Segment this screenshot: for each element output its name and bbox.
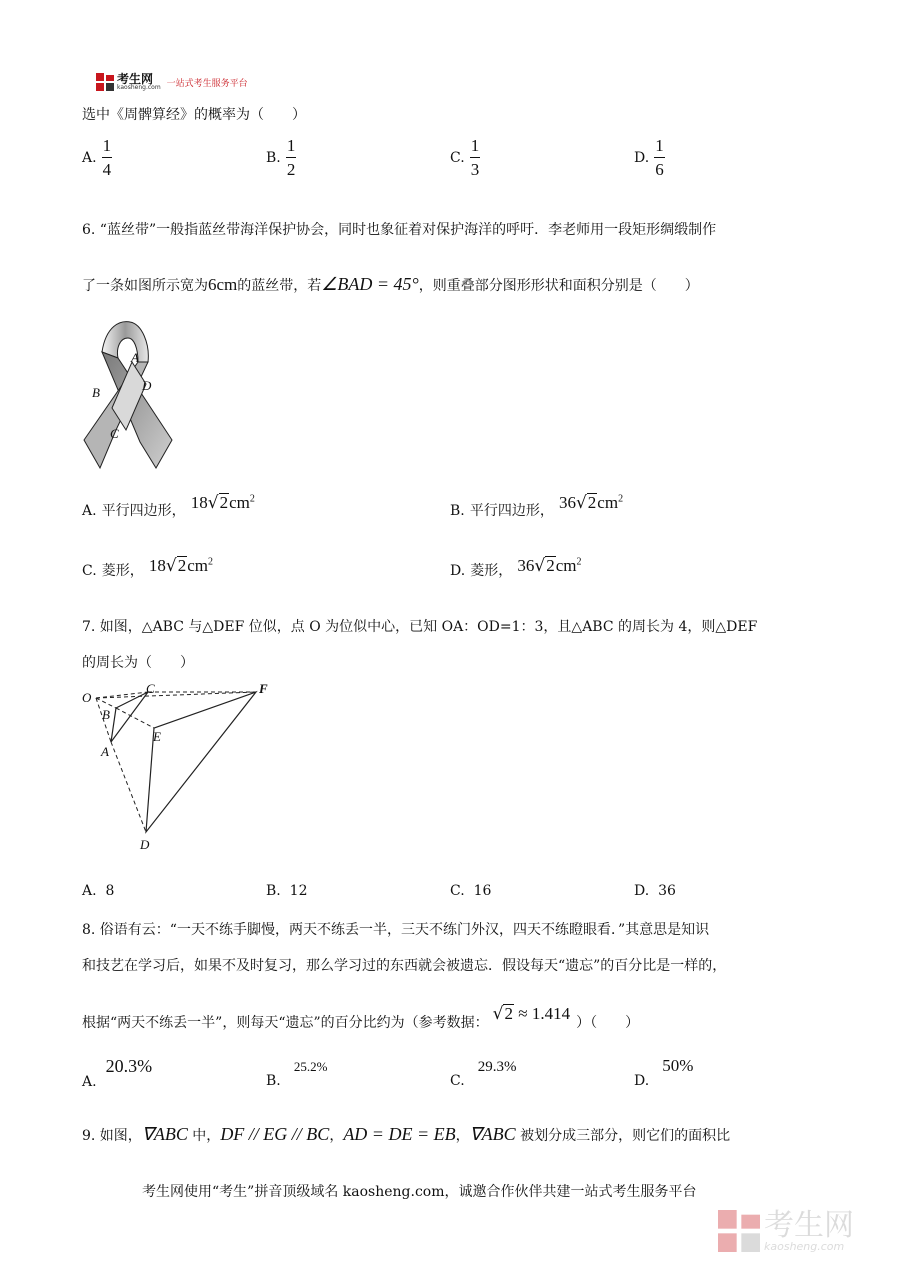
q8-line3: 根据“两天不练丢一半”，则每天“遗忘”的百分比约为（参考数据： √2 ≈ 1.414 ）（ ） bbox=[82, 1004, 640, 1031]
ribbon-label-b: B bbox=[92, 385, 100, 400]
ribbon-label-c: C bbox=[110, 426, 119, 441]
fig7-label-d: D bbox=[140, 837, 150, 852]
q6-angle: ∠BAD = 45° bbox=[321, 274, 419, 294]
fig7-label-e: E bbox=[153, 729, 161, 744]
footer-text: 考生网使用“考生”拼音顶级域名 kaosheng.com，诚邀合作伙伴共建一站式考生服务平台 bbox=[142, 1184, 697, 1200]
kaosheng-logo-icon bbox=[96, 73, 114, 91]
q8-option-b: B. 25.2% bbox=[266, 1059, 328, 1089]
fig7-label-f: F bbox=[259, 681, 268, 696]
q6-option-a: A. 平行四边形， $18√2cm^2$ bbox=[82, 493, 255, 519]
q5-option-d: D. $\frac{1}{6}$ bbox=[634, 136, 664, 179]
watermark-text: 考生网 bbox=[764, 1207, 854, 1243]
q8-option-d: D. 50% bbox=[634, 1056, 694, 1089]
header-logo bbox=[96, 73, 248, 91]
q7-line2: 的周长为（ ） bbox=[82, 655, 194, 671]
q6-option-b: B. 平行四边形， $36√2cm^2$ bbox=[450, 493, 624, 519]
q7-line1: 7. 如图，△ABC 与△DEF 位似，点 O 为位似中心，已知 OA：OD=1：3，且△ABC 的周长为 4，则△DEF bbox=[82, 619, 758, 635]
header-slogan: 一站式考生服务平台 bbox=[166, 78, 248, 89]
ribbon-label-a: A bbox=[131, 350, 139, 365]
ribbon-label-d: D bbox=[142, 378, 152, 393]
logo-text: 考生网 bbox=[117, 72, 154, 86]
watermark-logo-icon bbox=[718, 1210, 760, 1252]
q6-line1: 6. “蓝丝带”一般指蓝丝带海洋保护协会，同时也象征着对保护海洋的呼吁．李老师用一段矩形绸缎制作 bbox=[82, 222, 717, 238]
q8-line2: 和技艺在学习后，如果不及时复习，那么学习过的东西就会被遗忘．假设每天“遗忘”的百分比是一样的， bbox=[82, 958, 727, 974]
logo-domain: kaosheng.com bbox=[117, 84, 161, 91]
fig7-label-a: A bbox=[101, 744, 109, 759]
q5-option-a: A. $\frac{1}{4}$ bbox=[82, 136, 112, 179]
q8-option-c: C. 29.3% bbox=[450, 1059, 517, 1089]
fig7-label-o: O bbox=[82, 690, 92, 705]
q8-line1: 8. 俗语有云：“一天不练手脚慢，两天不练丢一半，三天不练门外汉，四天不练瞪眼看．”其意思是知识 bbox=[82, 922, 710, 938]
q9-line1: 9. 如图，∇ABC 中，DF // EG // BC，AD = DE = EB，∇ABC 被划分成三部分，则它们的面积比 bbox=[82, 1124, 731, 1144]
q5-option-b: B. $\frac{1}{2}$ bbox=[266, 136, 296, 179]
q6-option-d: D. 菱形， $36√2cm^2$ bbox=[450, 556, 582, 579]
homothety-figure bbox=[80, 682, 270, 838]
q7-option-b: B. 12 bbox=[266, 883, 308, 899]
watermark bbox=[718, 1207, 854, 1253]
q7-option-c: C. 16 bbox=[450, 883, 492, 899]
q6-line2: 了一条如图所示宽为6cm的蓝丝带，若∠BAD = 45°，则重叠部分图形形状和面积分别是（ ） bbox=[82, 274, 699, 294]
watermark-domain: kaosheng.com bbox=[764, 1239, 845, 1253]
q8-option-a: A. 20.3% bbox=[82, 1056, 153, 1090]
fig7-label-c: C bbox=[146, 681, 155, 696]
q5-text: 选中《周髀算经》的概率为（ ） bbox=[82, 107, 306, 123]
q6-option-c: C. 菱形， $18√2cm^2$ bbox=[82, 556, 213, 579]
fig7-label-b: B bbox=[102, 707, 110, 722]
q7-option-a: A. 8 bbox=[82, 883, 115, 899]
q7-option-d: D. 36 bbox=[634, 883, 676, 899]
q5-option-c: C. $\frac{1}{3}$ bbox=[450, 136, 480, 179]
